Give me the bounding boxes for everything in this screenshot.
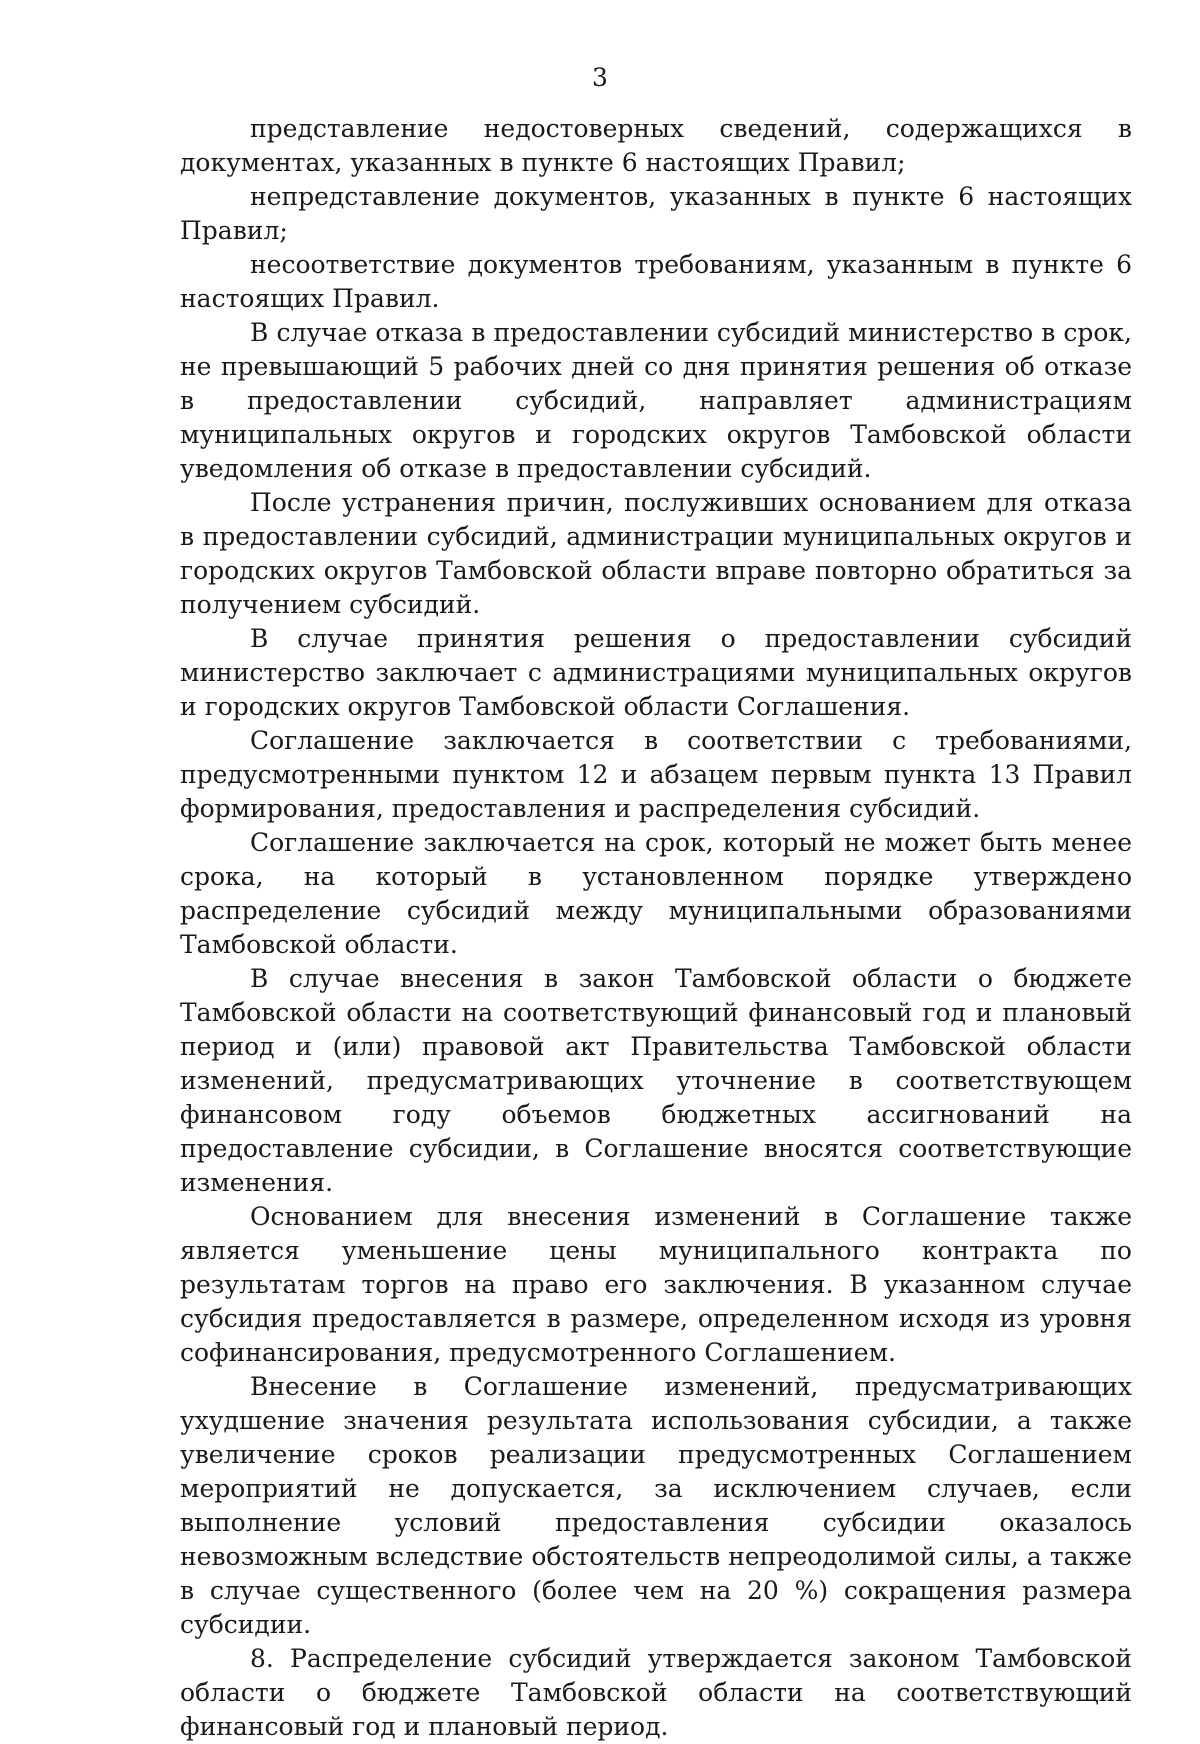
paragraph: В случае отказа в предоставлении субсидий министерство в срок, не превышающий 5 рабочих дней со дня принятия решения об отказе в предоставлении субсидий, направляет администрациям муниципальных округов и городских округов Тамбовской области уведомления об отказе в предоставлении субсидий.: [180, 318, 1132, 483]
paragraph: В случае принятия решения о предоставлении субсидий министерство заключает с администрациями муниципальных округов и городских округов Тамбовской области Соглашения.: [180, 624, 1132, 721]
paragraph: После устранения причин, послуживших основанием для отказа в предоставлении субсидий, администрации муниципальных округов и городских округов Тамбовской области вправе повторно обратиться за получением субсидий.: [180, 488, 1132, 619]
paragraph: В случае внесения в закон Тамбовской области о бюджете Тамбовской области на соответствующий финансовый год и плановый период и (или) правовой акт Правительства Тамбовской области изменений, предусматривающих уточнение в соответствующем финансовом году объемов бюджетных ассигнований на предоставление субсидии, в Соглашение вносятся соответствующие изменения.: [180, 964, 1132, 1197]
paragraph: Основанием для внесения изменений в Соглашение также является уменьшение цены муниципального контракта по результатам торгов на право его заключения. В указанном случае субсидия предоставляется в размере, определенном исходя из уровня софинансирования, предусмотренного Соглашением.: [180, 1202, 1132, 1367]
paragraph: представление недостоверных сведений, содержащихся в документах, указанных в пункте 6 настоящих Правил;: [180, 114, 1132, 177]
paragraph: несоответствие документов требованиям, указанным в пункте 6 настоящих Правил.: [180, 250, 1132, 313]
paragraph: Внесение в Соглашение изменений, предусматривающих ухудшение значения результата использования субсидии, а также увеличение сроков реализации предусмотренных Соглашением мероприятий не допускается, за исключением случаев, если выполнение условий предоставления субсидии оказалось невозможным вследствие обстоятельств непреодолимой силы, а также в случае существенного (более чем на 20 %) сокращения размера субсидии.: [180, 1372, 1132, 1639]
paragraph: непредставление документов, указанных в пункте 6 настоящих Правил;: [180, 182, 1132, 245]
paragraph: Соглашение заключается на срок, который не может быть менее срока, на который в установленном порядке утверждено распределение субсидий между муниципальными образованиями Тамбовской области.: [180, 828, 1132, 959]
document-body: [180, 112, 1132, 1744]
paragraph: Соглашение заключается в соответствии с требованиями, предусмотренными пунктом 12 и абзацем первым пункта 13 Правил формирования, предоставления и распределения субсидий.: [180, 726, 1132, 823]
paragraph: 8. Распределение субсидий утверждается законом Тамбовской области о бюджете Тамбовской области на соответствующий финансовый год и плановый период.: [180, 1644, 1132, 1741]
page-number: 3: [592, 63, 608, 92]
